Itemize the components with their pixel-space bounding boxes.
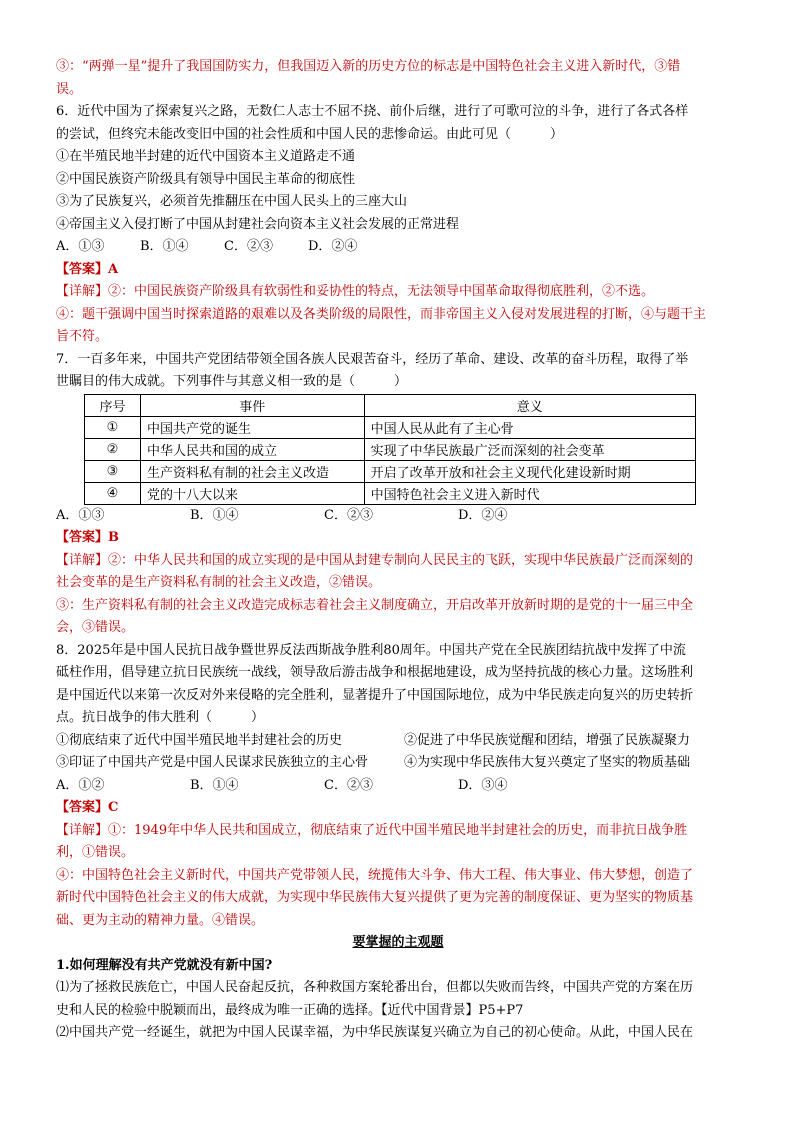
question-8-choices [56,775,740,798]
table-row [85,438,696,460]
question-7-choices [56,505,740,528]
table-header-row [85,394,696,416]
table-cell: 中国共产党的诞生 [140,416,364,438]
table-cell: 开启了改革开放和社会主义现代化建设新时期 [364,460,695,482]
question-8-stem: 砥柱作用，倡导建立抗日民族统一战线，领导敌后游击战争和根据地建设，成为坚持抗战的核心力量。这场胜利 [56,665,694,680]
answer-label: 【答案】A [56,261,119,277]
table-cell: 中华人民共和国的成立 [140,438,364,460]
question-8-stem: 8．2025年是中国人民抗日战争暨世界反法西斯战争胜利80周年。中国共产党在全民族团结抗战中发挥了中流 [56,642,686,658]
subjective-point: ⑴为了拯救民族危亡，中国人民奋起反抗，各种救国方案轮番出台，但都以失败而告终，中国共产党的方案在历 [56,980,694,995]
table-cell: 中国人民从此有了主心骨 [364,416,695,438]
question-6-item: ②中国民族资产阶级具有领导中国民主革命的彻底性 [56,171,356,187]
choice-b: B．①④ [140,239,189,254]
explanation-line: 旨不符。 [56,329,109,344]
explanation-line: 【详解】②：中华人民共和国的成立实现的是中国从封建专制向人民民主的飞跃，实现中华民族最广泛而深刻的 [56,552,694,568]
question-7-stem: 7．一百多年来，中国共产党团结带领全国各族人民艰苦奋斗，经历了革命、建设、改革的奋斗历程，取得了举 [56,351,689,367]
choice-a: A．①③ [56,507,105,523]
choice-c: C．②③ [324,507,373,523]
question-8-items [56,730,740,753]
choice-d: D．②④ [308,239,358,254]
answer-label: 【答案】C [56,800,119,815]
table-cell: ③ [85,460,141,482]
choice-a: A．①③ [56,239,105,254]
table-cell: ② [85,438,141,460]
question-8-item: ①彻底结束了近代中国半殖民地半封建社会的历史 [56,732,343,748]
question-8-items [56,752,740,775]
table-row [85,416,696,438]
explanation-line: 新时代中国特色社会主义的伟大成就，为实现中华民族伟大复兴提供了更为完善的制度保证、更为坚实的物质基 [56,890,694,905]
question-6-item: ①在半殖民地半封建的近代中国资本主义道路走不通 [56,149,356,164]
table-cell: 中国特色社会主义进入新时代 [364,482,695,504]
explanation-line: 利，①错误。 [56,845,135,860]
explanation-line: ④：中国特色社会主义新时代，中国共产党带领人民，统揽伟大斗争、伟大工程、伟大事业、伟大梦想，创造了 [56,867,694,883]
choice-d: D．③④ [458,777,508,793]
question-8-item: ②促进了中华民族觉醒和团结，增强了民族凝聚力 [404,732,691,748]
table-header: 事件 [140,394,364,416]
question-6-item: ③为了民族复兴，必须首先推翻压在中国人民头上的三座大山 [56,194,408,209]
table-header: 序号 [85,394,141,416]
subjective-question: 1.如何理解没有共产党就没有新中国? [56,957,273,973]
section-title: 要掌握的主观题 [352,935,444,950]
question-7-stem: 世瞩目的伟大成就。下列事件与其意义相一致的是（ ） [56,374,408,389]
explanation-line: 【详解】②：中国民族资产阶级具有软弱性和妥协性的特点，无法领导中国革命取得彻底胜利，②不选。 [56,284,655,299]
explanation-line: ④：题干强调中国当时探索道路的艰难以及各类阶级的局限性，而非帝国主义入侵对发展进程的打断，④与题干主 [56,306,707,322]
explanation-line: 社会变革的是生产资料私有制的社会主义改造，②错误。 [56,575,382,590]
answer-label: 【答案】B [56,530,119,545]
choice-c: C．②③ [224,239,273,254]
explanation-line: ③：“两弹一星”提升了我国国防实力，但我国迈入新的历史方位的标志是中国特色社会主义进入新时代，③错 [56,59,681,74]
explanation-line: 础、更为主动的精神力量。④错误。 [56,912,265,928]
question-6-stem: 的尝试，但终究未能改变旧中国的社会性质和中国人民的悲惨命运。由此可见（ ） [56,126,564,142]
question-6-choices [56,236,740,259]
table-row [85,460,696,482]
table-cell: ④ [85,482,141,504]
question-6-stem: 6．近代中国为了探索复兴之路，无数仁人志士不屈不挠、前仆后继，进行了可歌可泣的斗争，进行了各式各样 [56,104,689,119]
subjective-point: 史和人民的检验中脱颖而出，最终成为唯一正确的选择。【近代中国背景】P5+P7 [56,1002,524,1018]
table-cell: ① [85,416,141,438]
table-row [85,482,696,504]
table-header: 意义 [364,394,695,416]
explanation-line: ③：生产资料私有制的社会主义改造完成标志着社会主义制度确立，开启改革开放新时期的是党的十一届三中全 [56,597,694,613]
event-significance-table [84,394,696,505]
choice-d: D．②④ [458,507,508,523]
question-8-item: ④为实现中华民族伟大复兴奠定了坚实的物质基础 [404,755,691,770]
question-8-stem: 点。抗日战争的伟大胜利（ ） [56,710,265,725]
table-cell: 党的十八大以来 [140,482,364,504]
explanation-line: 误。 [56,81,83,97]
explanation-line: 会，③错误。 [56,620,135,635]
explanation-line: 【详解】①：1949年中华人民共和国成立，彻底结束了近代中国半殖民地半封建社会的历史，而非抗日战争胜 [56,822,688,838]
choice-b: B．①④ [190,507,239,523]
question-6-item: ④帝国主义入侵打断了中国从封建社会向资本主义社会发展的正常进程 [56,216,460,232]
choice-b: B．①④ [190,777,239,793]
subjective-point: ⑵中国共产党一经诞生，就把为中国人民谋幸福，为中华民族谋复兴确立为自己的初心使命。从此，中国人民在 [56,1025,694,1040]
document-page [56,56,740,1045]
table-cell: 生产资料私有制的社会主义改造 [140,460,364,482]
choice-c: C．②③ [324,777,373,793]
choice-a: A．①② [56,777,105,793]
table-cell: 实现了中华民族最广泛而深刻的社会变革 [364,438,695,460]
question-8-item: ③印证了中国共产党是中国人民谋求民族独立的主心骨 [56,755,369,770]
question-8-stem: 是中国近代以来第一次反对外来侵略的完全胜利，显著提升了中国国际地位，成为中华民族走向复兴的历史转折 [56,687,694,703]
